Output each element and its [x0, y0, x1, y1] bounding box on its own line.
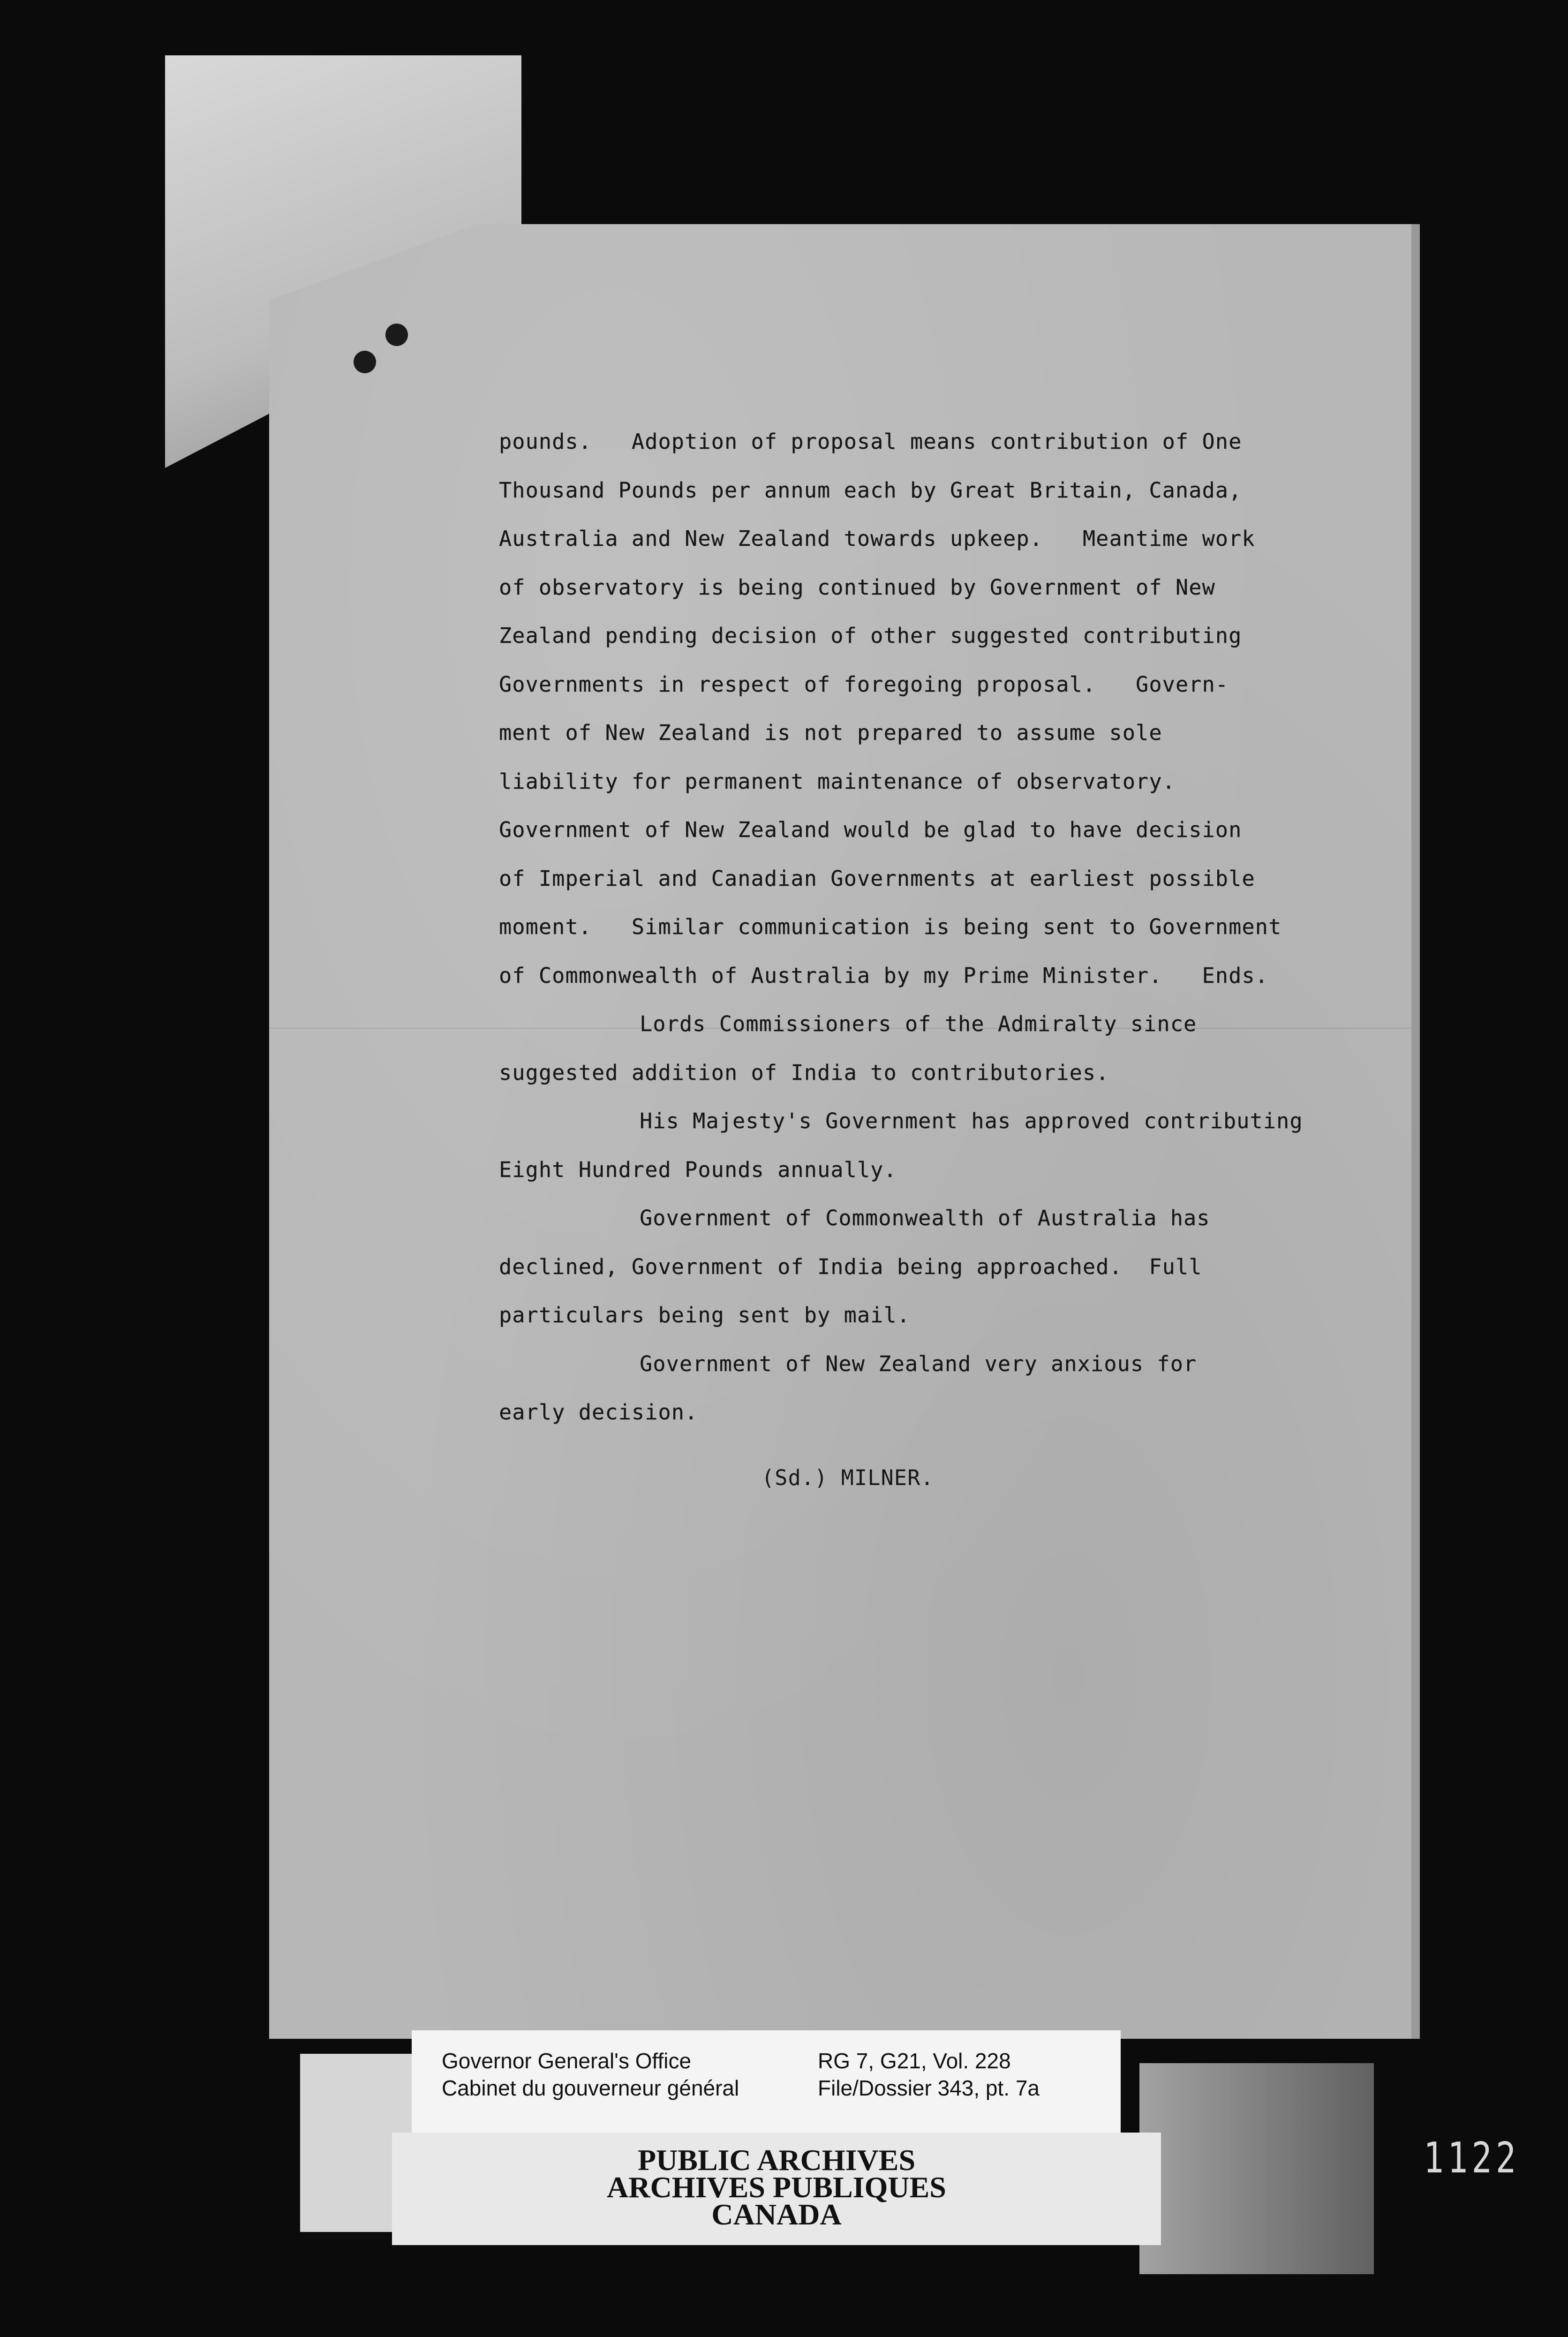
text-line: Government of New Zealand very anxious for: [640, 1351, 1197, 1376]
punch-hole-upper: [385, 324, 408, 346]
frame-number: 1122: [1423, 2133, 1520, 2183]
text-line: Governments in respect of foregoing proposal. Govern-: [499, 671, 1229, 697]
text-line: Zealand pending decision of other suggested contributing: [499, 623, 1242, 648]
archives-stamp-line-1: PUBLIC ARCHIVES: [637, 2143, 916, 2177]
typed-body: [499, 417, 1390, 1437]
text-line: Lords Commissioners of the Admiralty since: [640, 1011, 1197, 1036]
office-english: Governor General's Office: [442, 2049, 692, 2073]
text-line: Eight Hundred Pounds annually.: [499, 1157, 897, 1182]
text-line: of Imperial and Canadian Governments at earliest possible: [499, 866, 1255, 891]
text-line: Australia and New Zealand towards upkeep. Meantime work: [499, 526, 1255, 551]
archives-stamp-line-2: ARCHIVES PUBLIQUES: [607, 2171, 946, 2204]
text-line: of Commonwealth of Australia by my Prime Minister. Ends.: [499, 963, 1268, 988]
file-reference: File/Dossier 343, pt. 7a: [818, 2076, 1040, 2100]
text-line: Thousand Pounds per annum each by Great Britain, Canada,: [499, 477, 1242, 503]
record-group-reference: RG 7, G21, Vol. 228: [818, 2049, 1011, 2073]
signature-line: (Sd.) MILNER.: [761, 1465, 934, 1490]
text-line: of observatory is being continued by Government of New: [499, 574, 1215, 600]
mount-strip-right: [1139, 2063, 1374, 2274]
text-line: His Majesty's Government has approved contributing: [640, 1108, 1303, 1133]
text-line: pounds. Adoption of proposal means contribution of One: [499, 429, 1242, 454]
text-line: declined, Government of India being approached. Full: [499, 1254, 1202, 1279]
archives-stamp-line-3: CANADA: [711, 2198, 842, 2231]
archive-reference-label: [412, 2030, 1121, 2139]
text-line: particulars being sent by mail.: [499, 1303, 911, 1327]
punch-hole-lower: [354, 351, 376, 373]
text-line: early decision.: [499, 1400, 698, 1425]
text-line: Government of New Zealand would be glad to have decision: [499, 817, 1242, 842]
text-line: suggested addition of India to contributories.: [499, 1060, 1109, 1085]
text-line: Government of Commonwealth of Australia has: [640, 1206, 1210, 1230]
text-line: moment. Similar communication is being sent to Government: [499, 914, 1282, 939]
text-line: ment of New Zealand is not prepared to assume sole: [499, 720, 1162, 745]
public-archives-stamp: [392, 2133, 1161, 2245]
text-line: liability for permanent maintenance of observatory.: [499, 769, 1176, 794]
office-french: Cabinet du gouverneur général: [442, 2076, 739, 2100]
